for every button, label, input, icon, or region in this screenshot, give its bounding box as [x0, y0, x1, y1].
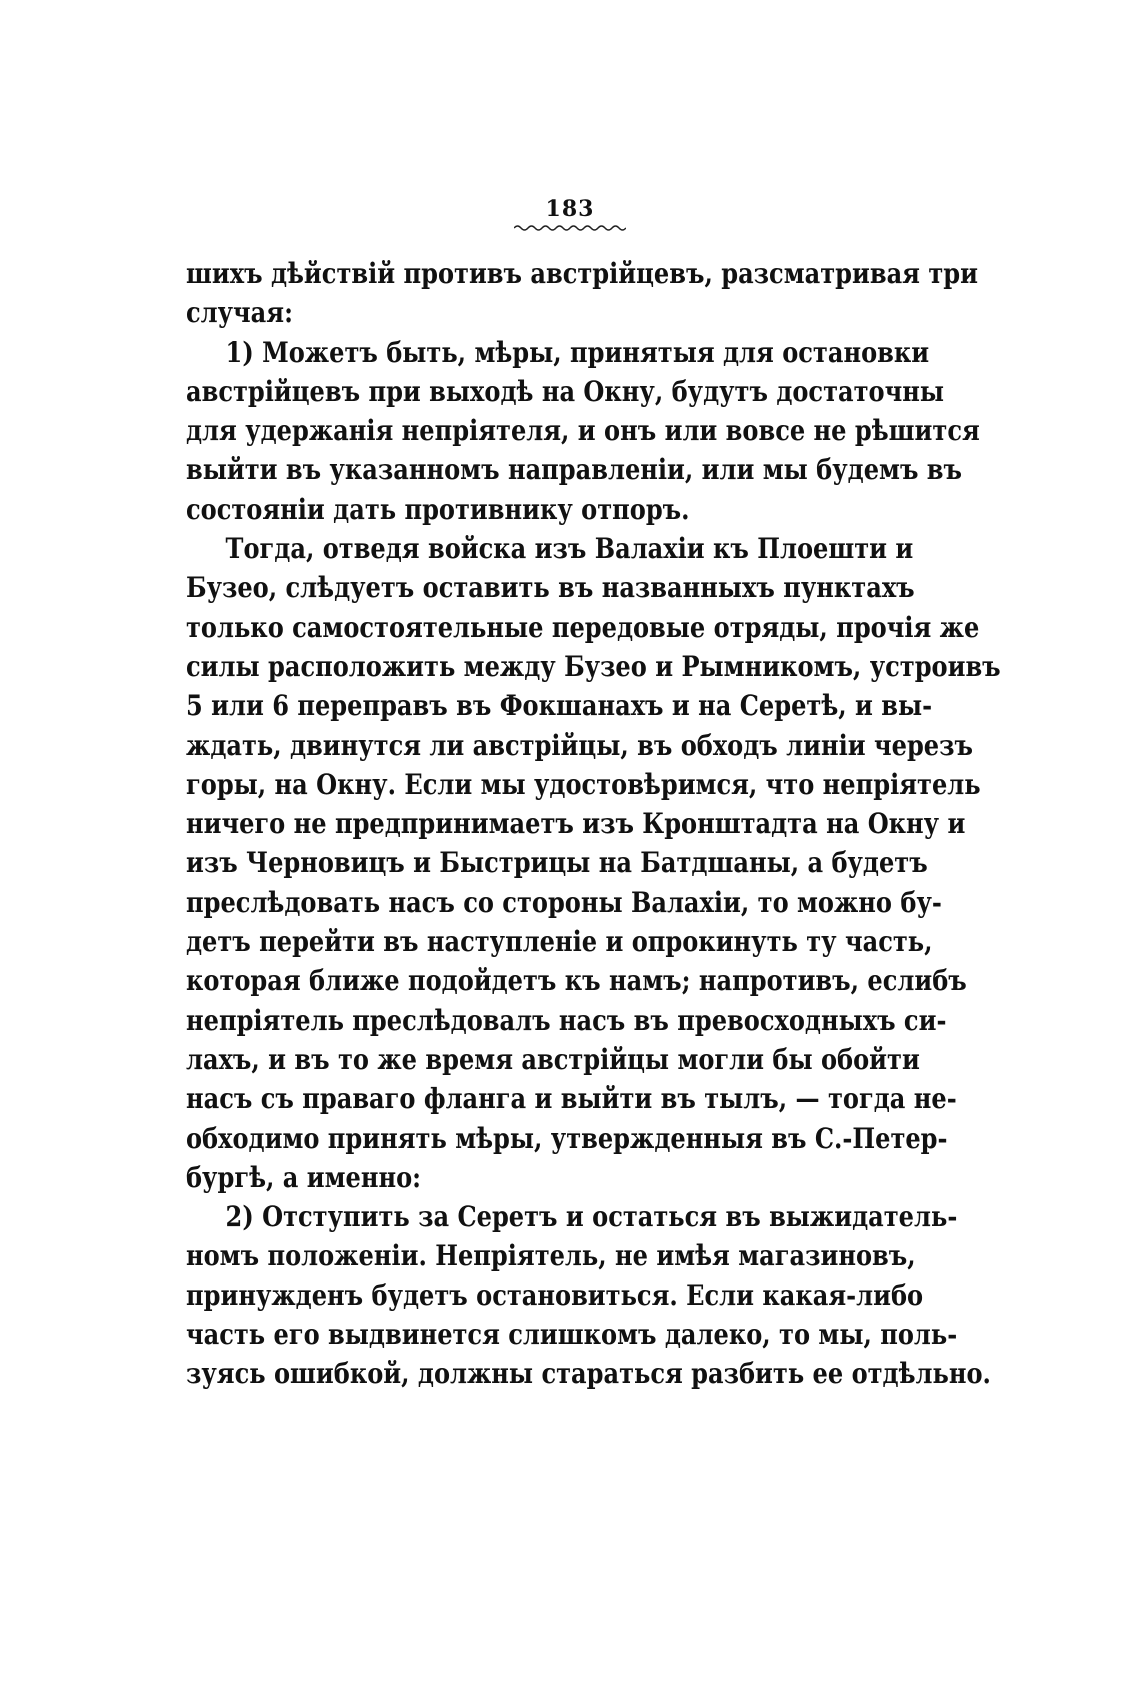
text-line: зуясь ошибкой, должны стараться разбить ее отдѣльно.: [186, 1357, 991, 1391]
page-header: [0, 196, 1140, 232]
text-line: принужденъ будетъ остановиться. Если какая-либо: [186, 1278, 924, 1312]
text-line: непріятель преслѣдовалъ насъ въ превосходныхъ си-: [186, 1003, 947, 1037]
text-line: выйти въ указанномъ направленіи, или мы будемъ въ: [186, 453, 963, 487]
text-line: горы, на Окну. Если мы удостовѣримся, что непріятель: [186, 767, 981, 801]
text-line: которая ближе подойдетъ къ намъ; напротивъ, еслибъ: [186, 964, 967, 998]
text-line: Тогда, отведя войска изъ Валахіи къ Плоешти и: [225, 532, 914, 566]
body-text: [186, 254, 1001, 1394]
text-line: 1) Можетъ быть, мѣры, принятыя для остановки: [225, 335, 930, 369]
text-line: лахъ, и въ то же время австрійцы могли бы обойти: [186, 1042, 920, 1076]
text-line: бургѣ, а именно:: [186, 1160, 422, 1194]
text-line: преслѣдовать насъ со стороны Валахіи, то можно бу-: [186, 885, 942, 919]
text-line: номъ положеніи. Непріятель, не имѣя магазиновъ,: [186, 1239, 916, 1273]
text-line: Бузео, слѣдуетъ оставить въ названныхъ пунктахъ: [186, 571, 915, 605]
text-line: обходимо принять мѣры, утвержденныя въ С.-Петер-: [186, 1121, 948, 1155]
text-line: детъ перейти въ наступленіе и опрокинуть ту часть,: [186, 925, 933, 959]
text-line: часть его выдвинется слишкомъ далеко, то мы, поль-: [186, 1318, 958, 1352]
text-line: 5 или 6 переправъ въ Фокшанахъ и на Серетѣ, и вы-: [186, 689, 933, 723]
text-line: силы расположить между Бузео и Рымникомъ, устроивъ: [186, 649, 1001, 683]
text-line: шихъ дѣйствій противъ австрійцевъ, разсматривая три: [186, 257, 978, 290]
text-line: 2) Отступить за Серетъ и остаться въ выжидатель-: [225, 1200, 958, 1234]
text-line: для удержанія непріятеля, и онъ или вовсе не рѣшится: [186, 414, 980, 448]
text-line: изъ Черновицъ и Быстрицы на Батдшаны, а будетъ: [186, 846, 928, 880]
page-number: 183: [545, 196, 595, 222]
text-line: случая:: [186, 296, 293, 330]
text-line: только самостоятельные передовые отряды, прочія же: [186, 610, 980, 644]
text-line: ничего не предпринимаетъ изъ Кронштадта на Окну и: [186, 807, 966, 841]
text-line: насъ съ праваго фланга и выйти въ тылъ, — тогда не-: [186, 1082, 957, 1116]
text-line: австрійцевъ при выходѣ на Окну, будутъ достаточны: [186, 374, 944, 408]
wavy-rule-ornament: [514, 224, 626, 232]
text-line: состояніи дать противнику отпоръ.: [186, 492, 690, 526]
text-line: ждать, двинутся ли австрійцы, въ обходъ линіи черезъ: [186, 728, 973, 762]
